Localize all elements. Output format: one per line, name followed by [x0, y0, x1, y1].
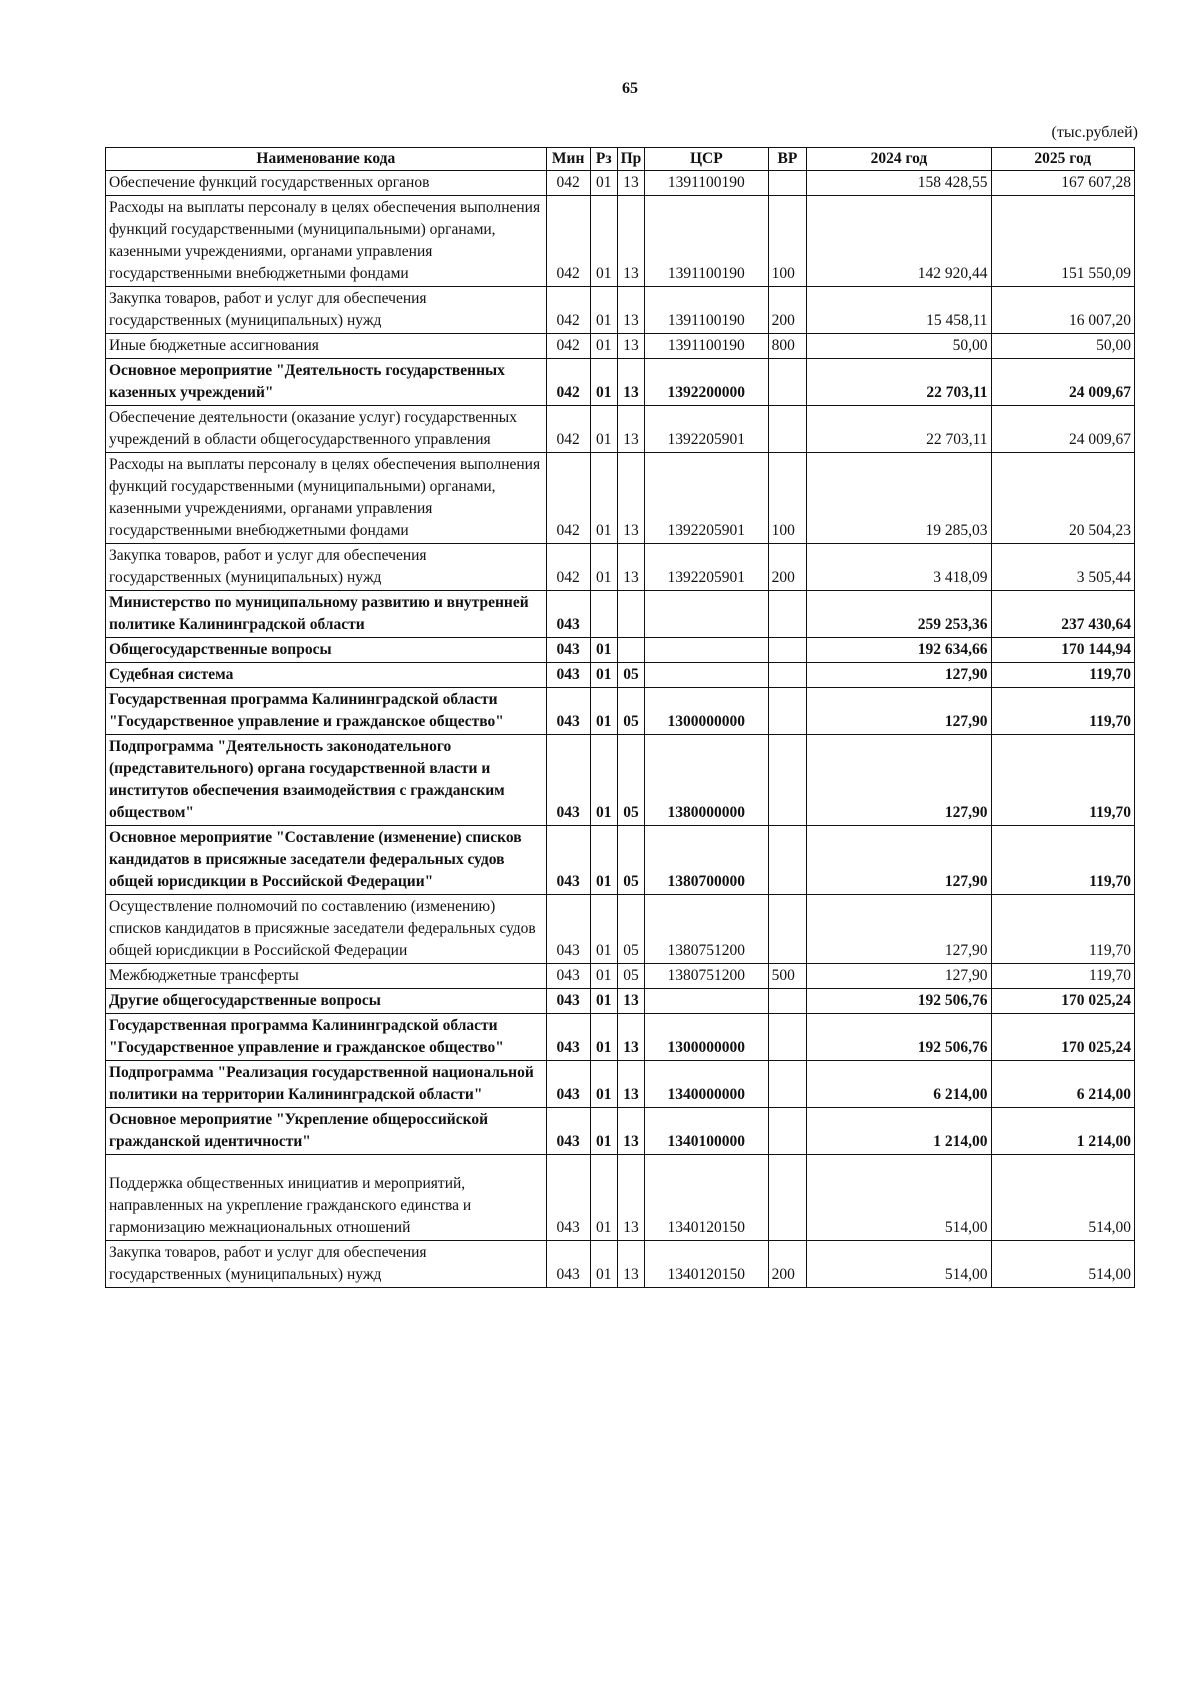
- table-cell-csr: 1391100190: [645, 287, 769, 334]
- table-cell-2025: 16 007,20: [991, 287, 1134, 334]
- table-cell-csr: 1392205901: [645, 406, 769, 453]
- table-cell-csr: 1391100190: [645, 334, 769, 359]
- table-cell-rz: 01: [590, 826, 617, 895]
- table-cell-2024: 6 214,00: [807, 1061, 991, 1108]
- table-cell-min: 042: [546, 171, 590, 196]
- table-cell-min: 042: [546, 453, 590, 544]
- table-cell-pr: 05: [617, 895, 644, 964]
- table-cell-2024: 127,90: [807, 688, 991, 735]
- table-cell-vr: [768, 171, 807, 196]
- table-cell-min: 042: [546, 544, 590, 591]
- table-cell-2024: 127,90: [807, 735, 991, 826]
- table-cell-csr: 1380751200: [645, 895, 769, 964]
- table-cell-rz: 01: [590, 1155, 617, 1241]
- table-cell-pr: [617, 638, 644, 663]
- table-cell-name: Другие общегосударственные вопросы: [106, 989, 547, 1014]
- table-cell-min: 043: [546, 989, 590, 1014]
- table-cell-name: Общегосударственные вопросы: [106, 638, 547, 663]
- table-cell-min: 043: [546, 1014, 590, 1061]
- table-cell-vr: [768, 1014, 807, 1061]
- table-cell-2025: 119,70: [991, 964, 1134, 989]
- table-cell-name: Закупка товаров, работ и услуг для обеспечения государственных (муниципальных) нужд: [106, 1241, 547, 1288]
- table-cell-min: 043: [546, 688, 590, 735]
- table-cell-name: Расходы на выплаты персоналу в целях обеспечения выполнения функций государственными (муниципальными) органами, казенными учреждениями, органами управления государственными внебюджетными фондами: [106, 196, 547, 287]
- table-cell-2025: 167 607,28: [991, 171, 1134, 196]
- table-row: [106, 638, 1135, 663]
- table-cell-name: Государственная программа Калининградской области "Государственное управление и гражданское общество": [106, 1014, 547, 1061]
- table-cell-min: 043: [546, 638, 590, 663]
- table-cell-min: 043: [546, 1155, 590, 1241]
- table-cell-2024: 514,00: [807, 1241, 991, 1288]
- table-cell-vr: [768, 1108, 807, 1155]
- table-cell-rz: 01: [590, 964, 617, 989]
- header-2025: 2025 год: [991, 148, 1134, 171]
- table-cell-csr: [645, 591, 769, 638]
- table-cell-pr: 13: [617, 453, 644, 544]
- table-cell-2025: 20 504,23: [991, 453, 1134, 544]
- table-cell-2024: 3 418,09: [807, 544, 991, 591]
- table-cell-name: Обеспечение деятельности (оказание услуг) государственных учреждений в области общегосударственного управления: [106, 406, 547, 453]
- table-cell-pr: 13: [617, 1241, 644, 1288]
- table-cell-csr: 1391100190: [645, 171, 769, 196]
- header-2024: 2024 год: [807, 148, 991, 171]
- table-cell-pr: 13: [617, 1014, 644, 1061]
- table-cell-vr: [768, 1061, 807, 1108]
- table-cell-pr: 13: [617, 406, 644, 453]
- table-row: [106, 895, 1135, 964]
- table-cell-csr: [645, 638, 769, 663]
- table-cell-csr: 1392205901: [645, 544, 769, 591]
- table-cell-min: 043: [546, 663, 590, 688]
- table-cell-csr: 1300000000: [645, 688, 769, 735]
- table-cell-2025: 50,00: [991, 334, 1134, 359]
- table-cell-rz: 01: [590, 663, 617, 688]
- table-row: [106, 406, 1135, 453]
- table-cell-2024: 1 214,00: [807, 1108, 991, 1155]
- table-cell-rz: [590, 591, 617, 638]
- table-cell-2025: 151 550,09: [991, 196, 1134, 287]
- table-cell-rz: 01: [590, 1014, 617, 1061]
- table-row: [106, 171, 1135, 196]
- table-cell-vr: [768, 359, 807, 406]
- budget-table: [105, 147, 1135, 1288]
- table-row: [106, 334, 1135, 359]
- table-row: [106, 688, 1135, 735]
- table-cell-2025: 119,70: [991, 826, 1134, 895]
- header-min: Мин: [546, 148, 590, 171]
- table-cell-min: 043: [546, 964, 590, 989]
- header-name: Наименование кода: [106, 148, 547, 171]
- table-cell-2024: 19 285,03: [807, 453, 991, 544]
- table-row: [106, 964, 1135, 989]
- table-cell-name: Основное мероприятие "Деятельность государственных казенных учреждений": [106, 359, 547, 406]
- table-cell-pr: 13: [617, 989, 644, 1014]
- table-cell-csr: 1392200000: [645, 359, 769, 406]
- table-cell-csr: 1380000000: [645, 735, 769, 826]
- table-cell-min: 043: [546, 591, 590, 638]
- table-cell-csr: 1391100190: [645, 196, 769, 287]
- table-cell-vr: 500: [768, 964, 807, 989]
- table-cell-name: Межбюджетные трансферты: [106, 964, 547, 989]
- table-row: [106, 196, 1135, 287]
- table-cell-2025: 119,70: [991, 688, 1134, 735]
- table-cell-rz: 01: [590, 359, 617, 406]
- table-cell-pr: 13: [617, 287, 644, 334]
- table-cell-name: Министерство по муниципальному развитию и внутренней политике Калининградской области: [106, 591, 547, 638]
- table-cell-2025: 24 009,67: [991, 359, 1134, 406]
- table-cell-vr: [768, 1155, 807, 1241]
- table-cell-2024: 192 506,76: [807, 989, 991, 1014]
- table-cell-rz: 01: [590, 989, 617, 1014]
- table-cell-min: 042: [546, 287, 590, 334]
- table-cell-name: Осуществление полномочий по составлению (изменению) списков кандидатов в присяжные заседатели федеральных судов общей юрисдикции в Российской Федерации: [106, 895, 547, 964]
- table-cell-pr: 05: [617, 826, 644, 895]
- table-cell-vr: 200: [768, 544, 807, 591]
- table-cell-vr: [768, 989, 807, 1014]
- table-cell-vr: [768, 826, 807, 895]
- table-cell-min: 043: [546, 1108, 590, 1155]
- table-row: [106, 735, 1135, 826]
- table-cell-vr: 100: [768, 453, 807, 544]
- table-cell-pr: 13: [617, 334, 644, 359]
- table-cell-2024: 142 920,44: [807, 196, 991, 287]
- table-row: [106, 287, 1135, 334]
- table-cell-name: Основное мероприятие "Составление (изменение) списков кандидатов в присяжные заседатели федеральных судов общей юрисдикции в Российской Федерации": [106, 826, 547, 895]
- table-cell-vr: [768, 638, 807, 663]
- page-number: 65: [622, 80, 638, 97]
- table-cell-vr: 100: [768, 196, 807, 287]
- table-cell-vr: [768, 895, 807, 964]
- table-cell-2024: 127,90: [807, 964, 991, 989]
- table-cell-name: Судебная система: [106, 663, 547, 688]
- table-cell-csr: 1340120150: [645, 1155, 769, 1241]
- table-cell-vr: 200: [768, 1241, 807, 1288]
- table-cell-pr: 13: [617, 359, 644, 406]
- table-cell-name: Иные бюджетные ассигнования: [106, 334, 547, 359]
- table-cell-rz: 01: [590, 638, 617, 663]
- table-cell-pr: 05: [617, 688, 644, 735]
- table-cell-rz: 01: [590, 1108, 617, 1155]
- table-cell-pr: 13: [617, 196, 644, 287]
- table-cell-vr: [768, 688, 807, 735]
- table-cell-csr: [645, 989, 769, 1014]
- table-cell-vr: 200: [768, 287, 807, 334]
- table-cell-rz: 01: [590, 1061, 617, 1108]
- table-cell-2024: 127,90: [807, 895, 991, 964]
- table-cell-rz: 01: [590, 196, 617, 287]
- header-rz: Рз: [590, 148, 617, 171]
- table-cell-csr: 1340120150: [645, 1241, 769, 1288]
- table-cell-pr: 05: [617, 964, 644, 989]
- table-cell-pr: 13: [617, 1061, 644, 1108]
- table-cell-2024: 127,90: [807, 663, 991, 688]
- table-cell-min: 042: [546, 406, 590, 453]
- header-pr: Пр: [617, 148, 644, 171]
- table-cell-2024: 15 458,11: [807, 287, 991, 334]
- table-cell-2025: 119,70: [991, 735, 1134, 826]
- table-cell-min: 042: [546, 196, 590, 287]
- table-cell-2025: 514,00: [991, 1241, 1134, 1288]
- header-vr: ВР: [768, 148, 807, 171]
- table-cell-csr: 1340100000: [645, 1108, 769, 1155]
- table-cell-2024: 50,00: [807, 334, 991, 359]
- table-cell-vr: [768, 735, 807, 826]
- table-cell-pr: 05: [617, 663, 644, 688]
- table-row: [106, 453, 1135, 544]
- table-cell-2025: 24 009,67: [991, 406, 1134, 453]
- table-row: [106, 1014, 1135, 1061]
- table-cell-rz: 01: [590, 688, 617, 735]
- table-row: [106, 544, 1135, 591]
- table-cell-2025: 119,70: [991, 895, 1134, 964]
- table-row: [106, 1061, 1135, 1108]
- table-cell-csr: 1392205901: [645, 453, 769, 544]
- table-cell-min: 042: [546, 359, 590, 406]
- table-cell-rz: 01: [590, 406, 617, 453]
- table-cell-min: 043: [546, 735, 590, 826]
- table-cell-2025: 170 144,94: [991, 638, 1134, 663]
- table-cell-2024: 22 703,11: [807, 406, 991, 453]
- table-row: [106, 591, 1135, 638]
- table-cell-rz: 01: [590, 171, 617, 196]
- table-cell-2024: 158 428,55: [807, 171, 991, 196]
- table-cell-2025: 170 025,24: [991, 1014, 1134, 1061]
- table-cell-pr: 13: [617, 171, 644, 196]
- table-cell-2025: 3 505,44: [991, 544, 1134, 591]
- table-row: [106, 1108, 1135, 1155]
- table-cell-pr: 13: [617, 1155, 644, 1241]
- table-cell-2024: 127,90: [807, 826, 991, 895]
- table-cell-min: 042: [546, 334, 590, 359]
- table-cell-rz: 01: [590, 735, 617, 826]
- table-cell-csr: 1380751200: [645, 964, 769, 989]
- table-cell-2024: 192 634,66: [807, 638, 991, 663]
- table-cell-2025: 170 025,24: [991, 989, 1134, 1014]
- table-cell-min: 043: [546, 826, 590, 895]
- table-cell-min: 043: [546, 1241, 590, 1288]
- units-label: (тыс.рублей): [1051, 124, 1138, 141]
- table-header-row: [106, 148, 1135, 171]
- table-row: [106, 826, 1135, 895]
- table-cell-name: Основное мероприятие "Укрепление общероссийской гражданской идентичности": [106, 1108, 547, 1155]
- table-cell-min: 043: [546, 1061, 590, 1108]
- table-cell-2025: 6 214,00: [991, 1061, 1134, 1108]
- table-cell-pr: 13: [617, 544, 644, 591]
- table-cell-2025: 237 430,64: [991, 591, 1134, 638]
- table-cell-2025: 514,00: [991, 1155, 1134, 1241]
- table-row: [106, 989, 1135, 1014]
- table-cell-name: Подпрограмма "Реализация государственной национальной политики на территории Калининградской области": [106, 1061, 547, 1108]
- table-cell-min: 043: [546, 895, 590, 964]
- table-cell-name: Обеспечение функций государственных органов: [106, 171, 547, 196]
- table-row: [106, 1155, 1135, 1241]
- table-cell-name: Расходы на выплаты персоналу в целях обеспечения выполнения функций государственными (муниципальными) органами, казенными учреждениями, органами управления государственными внебюджетными фондами: [106, 453, 547, 544]
- table-cell-2024: 22 703,11: [807, 359, 991, 406]
- table-cell-name: Закупка товаров, работ и услуг для обеспечения государственных (муниципальных) нужд: [106, 544, 547, 591]
- header-csr: ЦСР: [645, 148, 769, 171]
- table-cell-csr: 1380700000: [645, 826, 769, 895]
- table-cell-vr: 800: [768, 334, 807, 359]
- table-cell-2025: 1 214,00: [991, 1108, 1134, 1155]
- table-cell-rz: 01: [590, 334, 617, 359]
- table-cell-vr: [768, 591, 807, 638]
- table-cell-rz: 01: [590, 287, 617, 334]
- table-cell-pr: 05: [617, 735, 644, 826]
- table-row: [106, 359, 1135, 406]
- table-cell-name: Государственная программа Калининградской области "Государственное управление и гражданское общество": [106, 688, 547, 735]
- table-cell-vr: [768, 663, 807, 688]
- table-cell-csr: [645, 663, 769, 688]
- table-cell-rz: 01: [590, 453, 617, 544]
- table-cell-name: Поддержка общественных инициатив и мероприятий, направленных на укрепление гражданского единства и гармонизацию межнациональных отношений: [106, 1155, 547, 1241]
- table-cell-rz: 01: [590, 1241, 617, 1288]
- table-cell-rz: 01: [590, 544, 617, 591]
- table-cell-rz: 01: [590, 895, 617, 964]
- table-cell-vr: [768, 406, 807, 453]
- table-cell-2025: 119,70: [991, 663, 1134, 688]
- table-cell-csr: 1340000000: [645, 1061, 769, 1108]
- table-cell-pr: [617, 591, 644, 638]
- table-cell-2024: 514,00: [807, 1155, 991, 1241]
- table-cell-csr: 1300000000: [645, 1014, 769, 1061]
- table-cell-2024: 192 506,76: [807, 1014, 991, 1061]
- table-cell-name: Подпрограмма "Деятельность законодательного (представительного) органа государственной власти и институтов обеспечения взаимодействия с гражданским обществом": [106, 735, 547, 826]
- table-row: [106, 1241, 1135, 1288]
- table-cell-pr: 13: [617, 1108, 644, 1155]
- table-cell-name: Закупка товаров, работ и услуг для обеспечения государственных (муниципальных) нужд: [106, 287, 547, 334]
- table-cell-2024: 259 253,36: [807, 591, 991, 638]
- table-row: [106, 663, 1135, 688]
